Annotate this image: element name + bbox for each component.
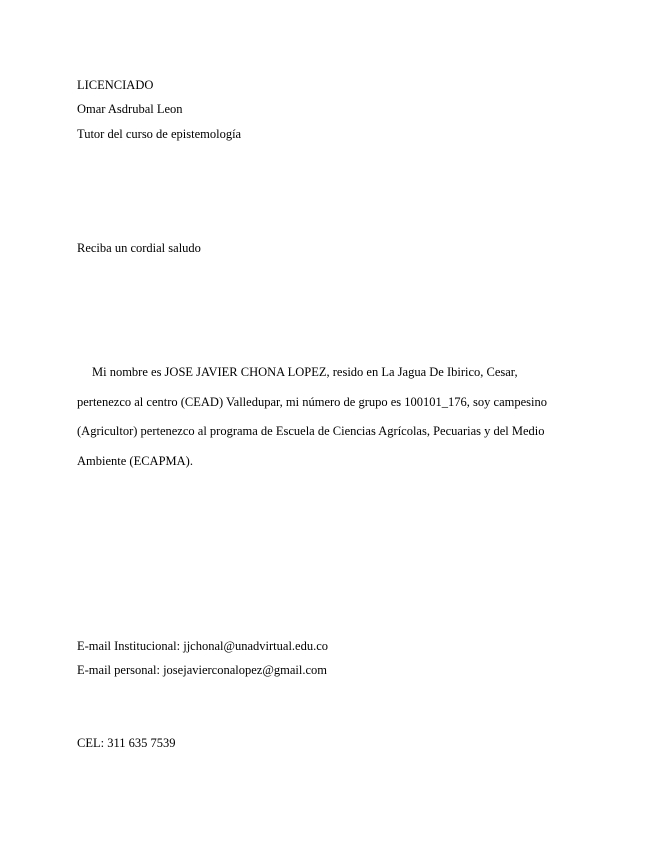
email-personal: E-mail personal: josejavierconalopez@gmail.com (77, 663, 327, 677)
body-line: Mi nombre es JOSE JAVIER CHONA LOPEZ, resido en La Jagua De Ibirico, Cesar, (92, 365, 518, 379)
body-line: (Agricultor) pertenezco al programa de Escuela de Ciencias Agrícolas, Pecuarias y del Medio (77, 424, 545, 439)
recipient-title: LICENCIADO (77, 78, 154, 92)
phone-number: CEL: 311 635 7539 (77, 736, 176, 750)
recipient-name: Omar Asdrubal Leon (77, 102, 183, 116)
body-paragraph (77, 366, 577, 484)
body-line: pertenezco al centro (CEAD) Valledupar, mi número de grupo es 100101_176, soy campesino (77, 394, 547, 409)
email-institutional: E-mail Institucional: jjchonal@unadvirtual.edu.co (77, 639, 329, 653)
recipient-role: Tutor del curso de epistemología (77, 127, 242, 141)
greeting: Reciba un cordial saludo (77, 241, 201, 255)
body-line: Ambiente (ECAPMA). (77, 453, 193, 468)
